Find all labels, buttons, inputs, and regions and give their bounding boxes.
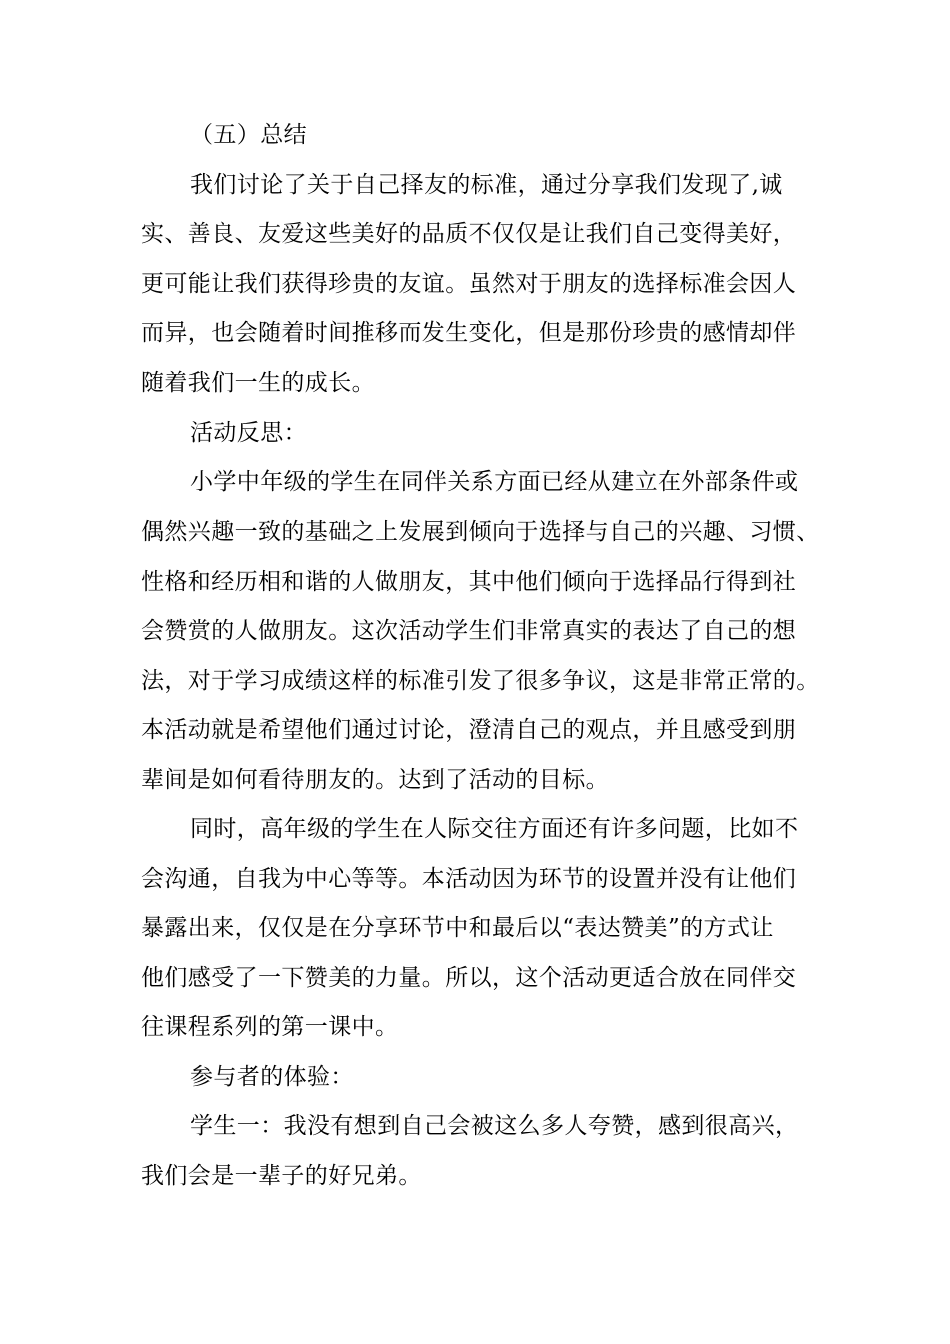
paragraph-line: 我们会是一辈子的好兄弟。 [141, 1163, 422, 1189]
paragraph-line: 偶然兴趣一致的基础之上发展到倾向于选择与自己的兴趣、习惯、 [141, 519, 820, 545]
paragraph-line: 他们感受了一下赞美的力量。所以，这个活动更适合放在同伴交 [141, 965, 797, 991]
section-heading-summary: （五）总结 [190, 122, 307, 148]
paragraph-line: 学生一：我没有想到自己会被这么多人夸赞，感到很高兴， [190, 1113, 799, 1139]
paragraph-line: 本活动就是希望他们通过讨论，澄清自己的观点，并且感受到朋 [141, 717, 797, 743]
paragraph-line: 随着我们一生的成长。 [141, 370, 375, 396]
paragraph-line: 暴露出来，仅仅是在分享环节中和最后以“表达赞美”的方式让 [141, 915, 774, 941]
paragraph-line: 小学中年级的学生在同伴关系方面已经从建立在外部条件或 [190, 469, 799, 495]
paragraph-line: 而异，也会随着时间推移而发生变化，但是那份珍贵的感情却伴 [141, 320, 797, 346]
paragraph-line: 往课程系列的第一课中。 [141, 1014, 399, 1040]
paragraph-line: 性格和经历相和谐的人做朋友，其中他们倾向于选择品行得到社 [141, 569, 797, 595]
paragraph-line: 会沟通，自我为中心等等。本活动因为环节的设置并没有让他们 [141, 866, 797, 892]
section-heading-reflection: 活动反思： [190, 420, 307, 446]
section-heading-participant-experience: 参与者的体验： [190, 1064, 354, 1090]
paragraph-line: 法，对于学习成绩这样的标准引发了很多争议，这是非常正常的。 [141, 668, 820, 694]
paragraph-line: 辈间是如何看待朋友的。达到了活动的目标。 [141, 767, 609, 793]
paragraph-line: 同时，高年级的学生在人际交往方面还有许多问题，比如不 [190, 816, 799, 842]
paragraph-line: 实、善良、友爱这些美好的品质不仅仅是让我们自己变得美好， [141, 221, 797, 247]
paragraph-line: 更可能让我们获得珍贵的友谊。虽然对于朋友的选择标准会因人 [141, 271, 797, 297]
paragraph-line: 会赞赏的人做朋友。这次活动学生们非常真实的表达了自己的想 [141, 618, 797, 644]
paragraph-line: 我们讨论了关于自己择友的标准，通过分享我们发现了,诚 [190, 172, 783, 198]
